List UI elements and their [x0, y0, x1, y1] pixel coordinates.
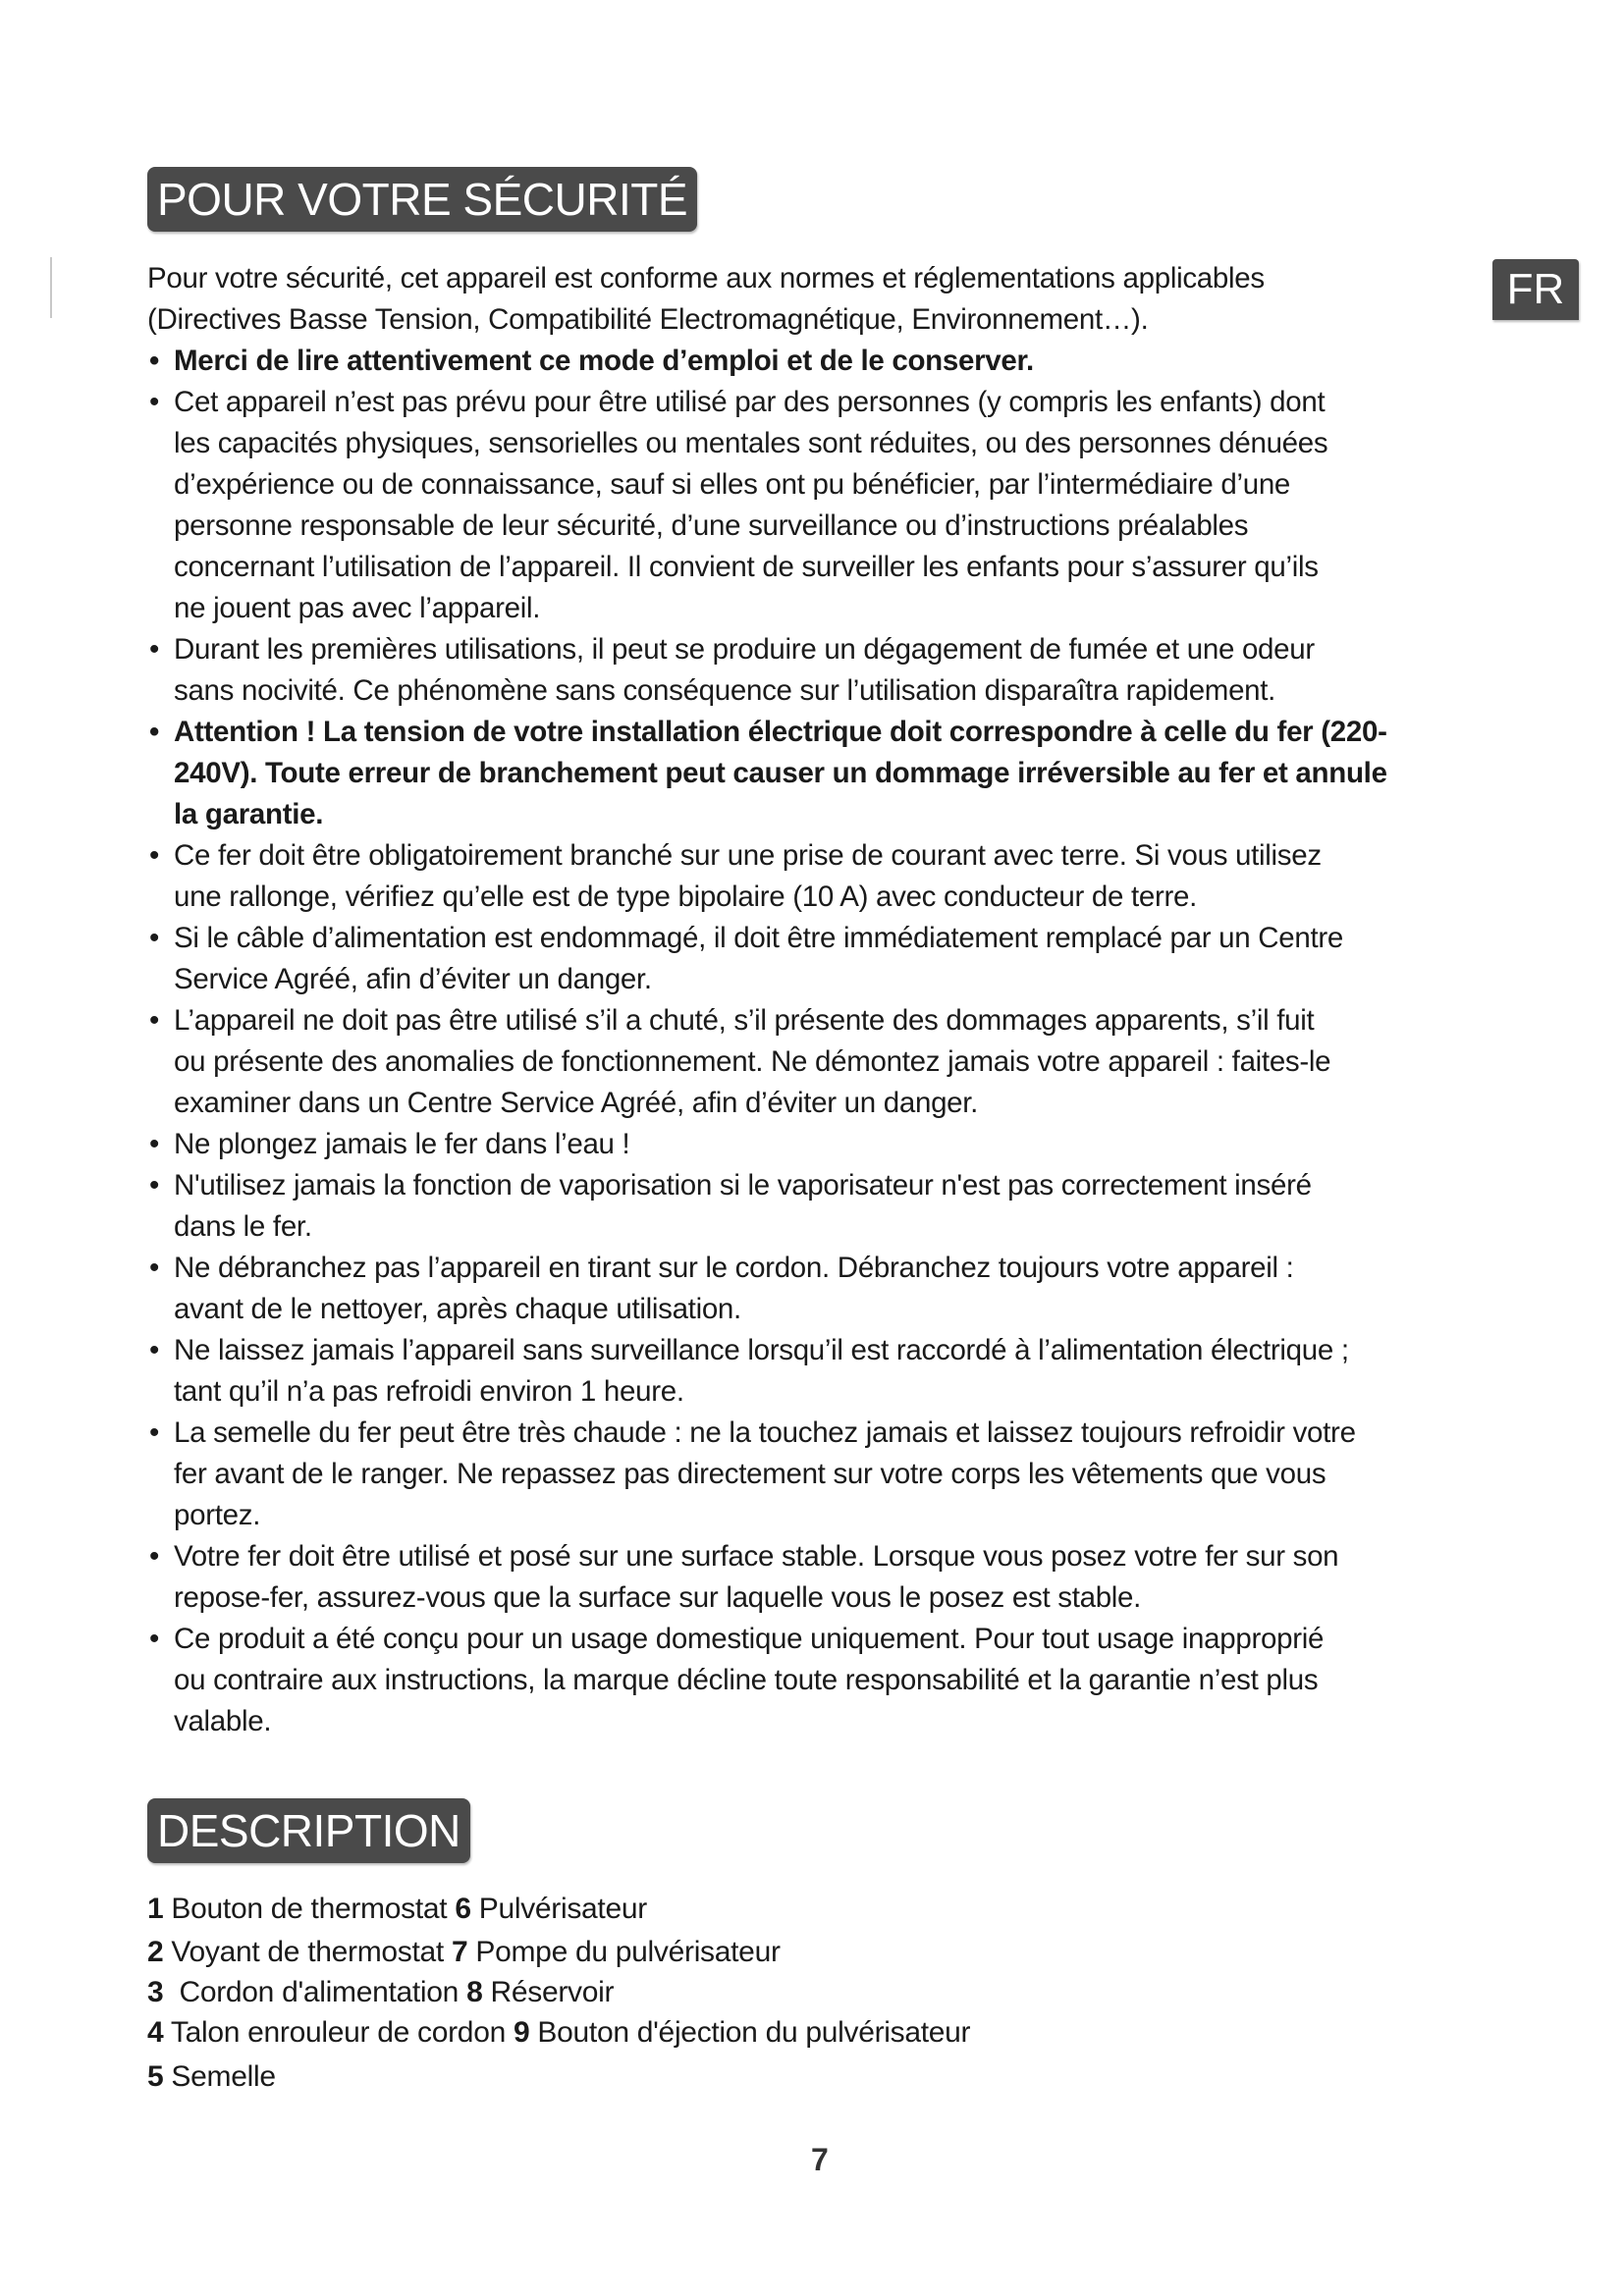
safety-bullet: [147, 712, 1542, 835]
safety-bullet: [147, 1165, 1542, 1248]
bullet-line: avant de le nettoyer, après chaque utilisation.: [174, 1293, 741, 1325]
part-label: Pompe du pulvérisateur: [467, 1936, 781, 1968]
bullet-icon: •: [149, 716, 160, 748]
bullet-line: Si le câble d’alimentation est endommagé, il doit être immédiatement remplacé par un Centre: [174, 922, 1344, 954]
part-item: [147, 1936, 970, 1976]
section-title-description: DESCRIPTION: [147, 1798, 470, 1863]
safety-bullet: [147, 341, 1542, 382]
bullet-line: Merci de lire attentivement ce mode d’emploi et de le conserver.: [174, 345, 1034, 377]
bullet-line: une rallonge, vérifiez qu’elle est de type bipolaire (10 A) avec conducteur de terre.: [174, 881, 1198, 913]
part-item: [147, 2016, 970, 2060]
bullet-line: la garantie.: [174, 798, 324, 830]
bullet-line: tant qu’il n’a pas refroidi environ 1 heure.: [174, 1375, 684, 1408]
bullet-line: dans le fer.: [174, 1210, 312, 1243]
bullet-line: L’appareil ne doit pas être utilisé s’il a chuté, s’il présente des dommages apparents, s’il fuit: [174, 1004, 1315, 1037]
part-number: 1: [147, 1893, 164, 1925]
bullet-line: personne responsable de leur sécurité, d’une surveillance ou d’instructions préalables: [174, 509, 1249, 542]
bullet-icon: •: [149, 1540, 160, 1573]
language-badge: FR: [1492, 259, 1579, 320]
safety-bullet: [147, 1248, 1542, 1330]
bullet-icon: •: [149, 1416, 160, 1449]
page-number: 7: [811, 2142, 829, 2177]
safety-bullet: [147, 1619, 1542, 1742]
part-number: 2: [147, 1936, 164, 1968]
bullet-line: Cet appareil n’est pas prévu pour être utilisé par des personnes (y compris les enfants) dont: [174, 386, 1326, 418]
part-item: [147, 1893, 970, 1936]
safety-bullet: [147, 1124, 1542, 1165]
bullet-line: Attention ! La tension de votre installation électrique doit correspondre à celle du fer (220-: [174, 716, 1387, 748]
intro-line: Pour votre sécurité, cet appareil est conforme aux normes et réglementations applicables: [147, 262, 1265, 294]
part-label: Réservoir: [482, 1976, 615, 2008]
safety-bullet: [147, 629, 1542, 712]
bullet-line: fer avant de le ranger. Ne repassez pas directement sur votre corps les vêtements que vous: [174, 1458, 1326, 1490]
bullet-line: d’expérience ou de connaissance, sauf si elles ont pu bénéficier, par l’intermédiaire d’une: [174, 468, 1291, 501]
section-title-safety: POUR VOTRE SÉCURITÉ: [147, 167, 697, 232]
bullet-icon: •: [149, 1128, 160, 1160]
part-item: [147, 1976, 970, 2016]
part-number: 5: [147, 2060, 164, 2093]
bullet-line: examiner dans un Centre Service Agréé, afin d’éviter un danger.: [174, 1087, 979, 1119]
bullet-icon: •: [149, 1004, 160, 1037]
bullet-line: valable.: [174, 1705, 272, 1737]
safety-bullet: [147, 1000, 1542, 1124]
bullet-icon: •: [149, 1169, 160, 1201]
intro-line: (Directives Basse Tension, Compatibilité Electromagnétique, Environnement…).: [147, 303, 1149, 336]
bullet-icon: •: [149, 1334, 160, 1366]
part-label: Pulvérisateur: [470, 1893, 647, 1925]
safety-body: [147, 258, 1542, 1742]
bullet-line: ou contraire aux instructions, la marque décline toute responsabilité et la garantie n’est plus: [174, 1664, 1319, 1696]
bullet-icon: •: [149, 922, 160, 954]
bullet-icon: •: [149, 386, 160, 418]
bullet-line: repose-fer, assurez-vous que la surface sur laquelle vous le posez est stable.: [174, 1581, 1142, 1614]
part-number: 4: [147, 2016, 164, 2049]
bullet-icon: •: [149, 633, 160, 666]
safety-bullet-list: [147, 341, 1542, 1742]
bullet-line: Service Agréé, afin d’éviter un danger.: [174, 963, 652, 995]
part-number: 3: [147, 1976, 164, 2008]
bullet-icon: •: [149, 1623, 160, 1655]
part-label: Voyant de thermostat: [163, 1936, 452, 1968]
bullet-line: Ce fer doit être obligatoirement branché sur une prise de courant avec terre. Si vous utilisez: [174, 839, 1322, 872]
part-item: [147, 2060, 970, 2102]
bullet-line: ne jouent pas avec l’appareil.: [174, 592, 541, 624]
part-label: Talon enrouleur de cordon: [163, 2016, 514, 2049]
bullet-line: Ne débranchez pas l’appareil en tirant sur le cordon. Débranchez toujours votre appareil :: [174, 1252, 1294, 1284]
part-number: 8: [466, 1976, 483, 2008]
bullet-line: concernant l’utilisation de l’appareil. Il convient de surveiller les enfants pour s’assurer qu’ils: [174, 551, 1319, 583]
bullet-line: N'utilisez jamais la fonction de vaporisation si le vaporisateur n'est pas correctement inséré: [174, 1169, 1312, 1201]
bullet-line: Ne laissez jamais l’appareil sans surveillance lorsqu’il est raccordé à l’alimentation électrique ;: [174, 1334, 1349, 1366]
bullet-line: portez.: [174, 1499, 261, 1531]
bullet-line: ou présente des anomalies de fonctionnement. Ne démontez jamais votre appareil : faites-le: [174, 1045, 1331, 1078]
bullet-line: Ne plongez jamais le fer dans l’eau !: [174, 1128, 630, 1160]
safety-bullet: [147, 1413, 1542, 1536]
bullet-icon: •: [149, 345, 160, 377]
part-label: Bouton d'éjection du pulvérisateur: [529, 2016, 971, 2049]
part-label: Cordon d'alimentation: [163, 1976, 467, 2008]
bullet-line: les capacités physiques, sensorielles ou mentales sont réduites, ou des personnes dénuées: [174, 427, 1328, 459]
safety-bullet: [147, 1536, 1542, 1619]
bullet-icon: •: [149, 1252, 160, 1284]
part-label: Bouton de thermostat: [163, 1893, 456, 1925]
part-number: 9: [514, 2016, 530, 2049]
safety-bullet: [147, 382, 1542, 629]
parts-list: [147, 1893, 970, 2102]
safety-bullet: [147, 918, 1542, 1000]
margin-rule: [50, 257, 52, 318]
safety-bullet: [147, 835, 1542, 918]
bullet-line: Durant les premières utilisations, il peut se produire un dégagement de fumée et une odeur: [174, 633, 1315, 666]
bullet-line: 240V). Toute erreur de branchement peut causer un dommage irréversible au fer et annule: [174, 757, 1387, 789]
part-label: Semelle: [163, 2060, 276, 2093]
bullet-icon: •: [149, 839, 160, 872]
part-number: 7: [451, 1936, 468, 1968]
bullet-line: Votre fer doit être utilisé et posé sur une surface stable. Lorsque vous posez votre fer sur son: [174, 1540, 1339, 1573]
bullet-line: La semelle du fer peut être très chaude : ne la touchez jamais et laissez toujours refroidir votre: [174, 1416, 1356, 1449]
part-number: 6: [455, 1893, 471, 1925]
bullet-line: Ce produit a été conçu pour un usage domestique uniquement. Pour tout usage inapproprié: [174, 1623, 1325, 1655]
safety-bullet: [147, 1330, 1542, 1413]
bullet-line: sans nocivité. Ce phénomène sans conséquence sur l’utilisation disparaîtra rapidement.: [174, 674, 1276, 707]
